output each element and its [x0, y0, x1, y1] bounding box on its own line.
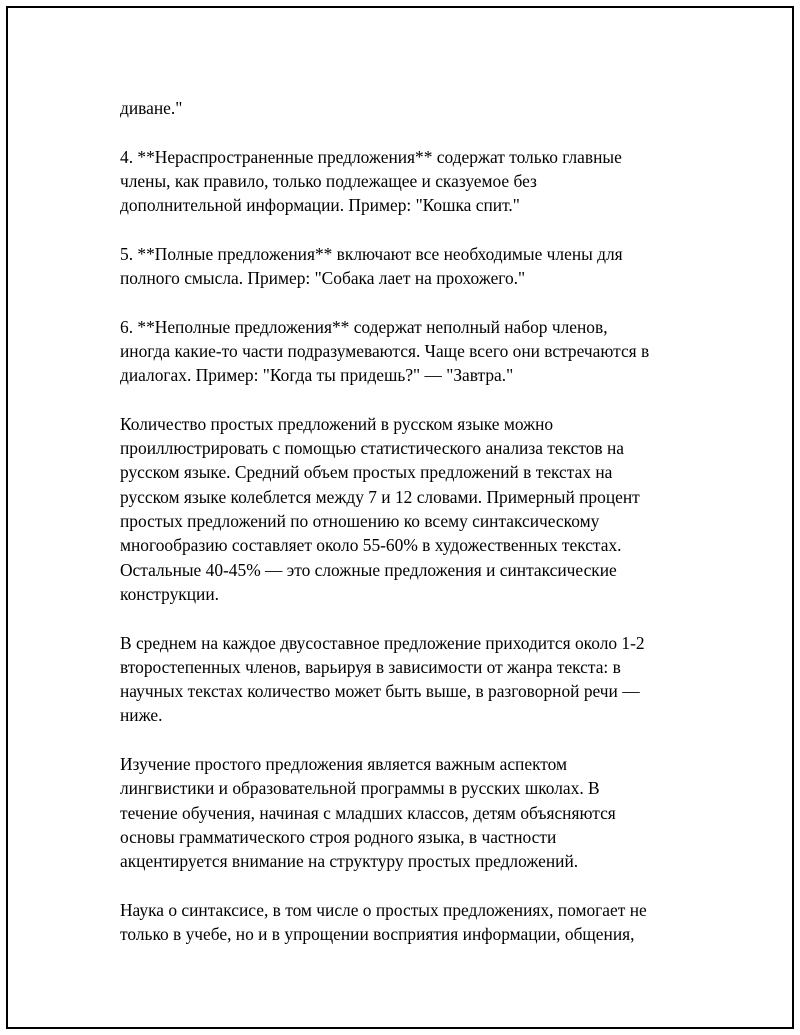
text-line: члены, как правило, только подлежащее и сказуемое без [120, 170, 537, 191]
text-line: акцентируется внимание на структуру простых предложений. [120, 851, 579, 872]
text-line: научных текстах количество может быть выше, в разговорной речи — [120, 681, 640, 702]
text-line: диване." [120, 98, 183, 118]
paragraph-syntax-science [120, 898, 704, 947]
text-line: диалогах. Пример: "Когда ты придешь?" — "Завтра." [120, 365, 514, 386]
text-line: многообразию составляет около 55-60% в художественных текстах. [120, 535, 622, 556]
text-line: Изучение простого предложения является важным аспектом [120, 754, 568, 775]
text-line: 6. **Неполные предложения** содержат неполный набор членов, [120, 316, 608, 337]
text-line: проиллюстрировать с помощью статистического анализа текстов на [120, 438, 624, 459]
text-line: полного смысла. Пример: "Собака лает на прохожего." [120, 268, 526, 289]
text-line: русском языке колеблется между 7 и 12 словами. Примерный процент [120, 486, 640, 507]
text-line: ниже. [120, 705, 163, 726]
text-line: второстепенных членов, варьируя в зависимости от жанра текста: в [120, 656, 621, 677]
text-line: только в учебе, но и в упрощении восприятия информации, общения, [120, 924, 635, 945]
paragraph-continuation [120, 96, 704, 120]
text-line: дополнительной информации. Пример: "Кошка спит." [120, 195, 520, 216]
text-line: простых предложений по отношению ко всему синтаксическому [120, 511, 600, 532]
page-frame [6, 6, 794, 1029]
text-line: основы грамматического строя родного языка, в частности [120, 826, 557, 847]
text-line: 5. **Полные предложения** включают все необходимые члены для [120, 243, 623, 264]
text-line: 4. **Нераспространенные предложения** содержат только главные [120, 146, 622, 167]
paragraph-incomplete-sentences [120, 315, 704, 388]
text-line: русском языке. Средний объем простых предложений в текстах на [120, 462, 613, 483]
paragraph-education [120, 752, 704, 873]
text-line: Количество простых предложений в русском языке можно [120, 413, 554, 434]
text-line: В среднем на каждое двусоставное предложение приходится около 1-2 [120, 632, 645, 653]
text-line: Остальные 40-45% — это сложные предложения и синтаксические [120, 559, 617, 580]
text-line: Наука о синтаксисе, в том числе о простых предложениях, помогает не [120, 899, 647, 920]
paragraph-non-extended-sentences [120, 145, 704, 218]
text-line: лингвистики и образовательной программы в русских школах. В [120, 778, 600, 799]
paragraph-statistics [120, 412, 704, 606]
text-line: иногда какие-то части подразумеваются. Чаще всего они встречаются в [120, 340, 650, 361]
document-body [120, 96, 704, 971]
paragraph-complete-sentences [120, 242, 704, 291]
text-line: течение обучения, начиная с младших классов, детям объясняются [120, 802, 616, 823]
text-line: конструкции. [120, 583, 219, 604]
paragraph-secondary-members [120, 631, 704, 728]
